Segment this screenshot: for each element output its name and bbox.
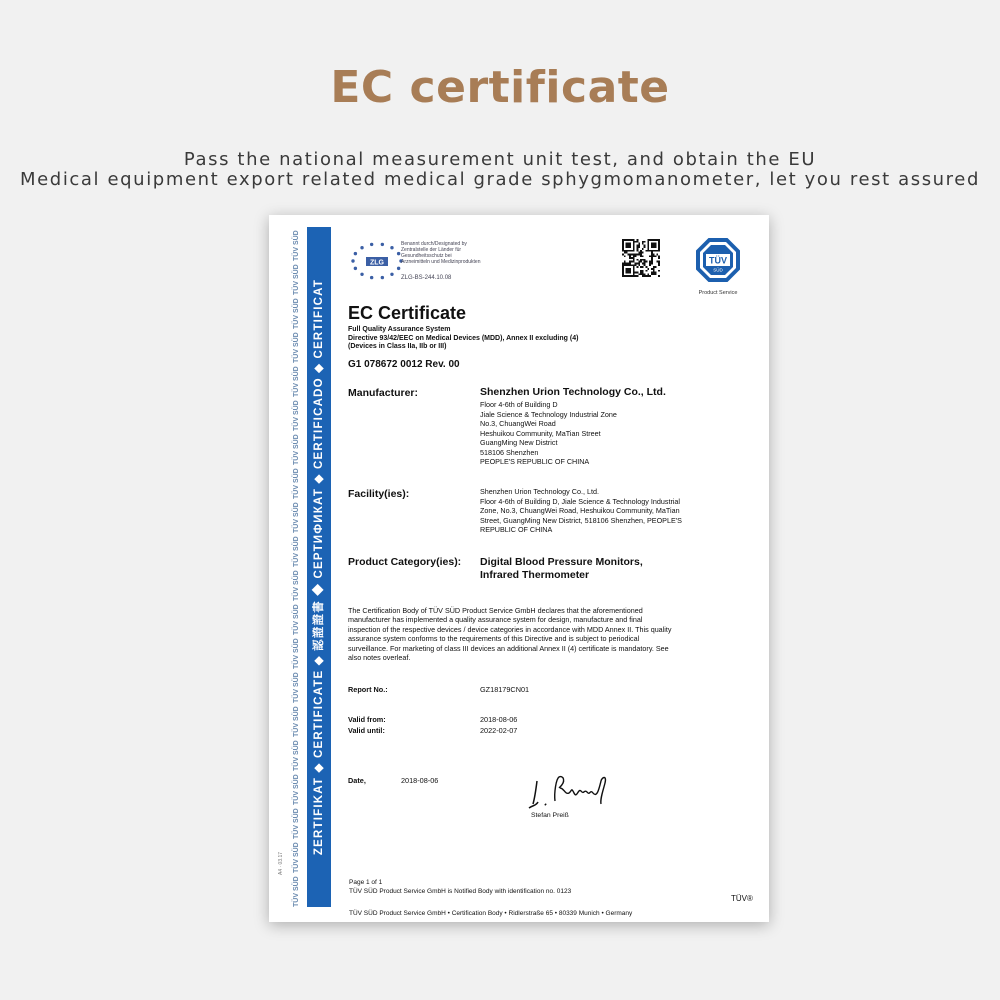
signer-name: Stefan Preiß [531,812,569,819]
hologram-mark: TÜV SÜD [293,502,300,533]
declaration-paragraph [348,606,740,662]
category-line: Infrared Thermometer [480,569,590,581]
qr-code-icon [622,239,660,277]
zlg-star [390,273,393,276]
hologram-mark: TÜV SÜD [293,536,300,567]
hologram-mark: TÜV SÜD [293,434,300,465]
zlg-star [354,252,357,255]
address-line: Heshuikou Community, MaTian Street [480,428,601,438]
hologram-mark: TÜV SÜD [293,468,300,499]
side-band-text: ZERTIFIKAT ◆ CERTIFICATE ◆ 認證證書 ◆ СЕРТИФИКАТ ◆ CERTIFICADO ◆ CERTIFICAT [313,278,325,856]
hologram-mark: TÜV SÜD [293,774,300,805]
product-category-value [480,556,643,582]
zlg-star [397,267,400,270]
zlg-star [360,246,363,249]
facility-line: Zone, No.3, ChuangWei Road, Heshuikou Community, MaTian [480,506,680,515]
declaration-line: surveillance. For marketing of class III devices an additional Annex II (4) certificate is mandatory. See [348,643,669,653]
hologram-mark: TÜV SÜD [293,366,300,397]
hologram-mark: TÜV SÜD [293,570,300,601]
certificate-subtitle [348,326,578,352]
manufacturer-label: Manufacturer: [348,387,419,399]
hologram-mark: TÜV SÜD [293,672,300,703]
facility-line: Shenzhen Urion Technology Co., Ltd. [480,487,599,496]
zlg-star [370,243,373,246]
manufacturer-name: Shenzhen Urion Technology Co., Ltd. [480,386,666,398]
declaration-line: assurance system conforms to the requirements of this Directive and is subject to periodical [348,634,640,644]
date-label: Date, [348,776,366,785]
declaration-line: The Certification Body of TÜV SÜD Product Service GmbH declares that the aforementioned [348,606,643,615]
page-indicator: Page 1 of 1 [349,879,383,886]
zlg-number: ZLG-BS-244.10.08 [401,275,452,281]
zlg-logo-icon [347,239,407,283]
manufacturer-address [480,400,617,467]
notified-body-text: TÜV SÜD Product Service GmbH is Notified Body with identification no. 0123 [349,888,572,895]
declaration-line: manufacturer has implemented a quality assurance system for design, manufacture and final [348,615,643,625]
report-value: GZ18179CN01 [480,685,530,694]
svg-text:SÜD: SÜD [713,267,723,273]
ec-certificate-document [269,215,769,922]
address-line: Floor 4-6th of Building D [480,400,558,409]
address-line: PEOPLE'S REPUBLIC OF CHINA [480,457,590,466]
hologram-strip [293,227,305,907]
zlg-star [390,246,393,249]
hologram-mark: TÜV SÜD [293,876,300,907]
address-line: No.3, ChuangWei Road [480,419,556,428]
hologram-mark: TÜV SÜD [293,638,300,669]
hologram-mark: TÜV SÜD [293,604,300,635]
subtitle-line-2: Medical equipment export related medical grade sphygmomanometer, let you rest assured [20,169,980,190]
certificate-title: EC Certificate [348,303,467,323]
svg-text:ZLG: ZLG [370,259,384,267]
zlg-star [360,273,363,276]
report-label: Report No.: [348,685,388,694]
hologram-mark: TÜV SÜD [293,808,300,839]
hologram-mark: TÜV SÜD [293,230,300,261]
declaration-line: inspection of the respective devices / device categories in accordance with MDD Annex II. This quality [348,624,672,634]
address-line: GuangMing New District [480,438,558,447]
hologram-mark: TÜV SÜD [293,332,300,363]
hologram-mark: TÜV SÜD [293,264,300,295]
subtitle-line: Directive 93/42/EEC on Medical Devices (MDD), Annex II excluding (4) [348,334,579,342]
hologram-mark: TÜV SÜD [293,400,300,431]
hologram-mark: TÜV SÜD [293,842,300,873]
product-category-label: Product Category(ies): [348,556,462,568]
zlg-star [351,259,354,262]
svg-text:TÜV: TÜV [709,255,727,266]
certificate-number: G1 078672 0012 Rev. 00 [348,359,460,370]
tuv-sud-logo-icon [695,237,741,283]
subtitle-line: (Devices in Class IIa, IIb or III) [348,343,447,350]
address-line: 518106 Shenzhen [480,447,539,457]
zlg-star [397,252,400,255]
hologram-mark: TÜV SÜD [293,298,300,329]
address-line: Jiale Science & Technology Industrial Zone [480,409,617,419]
zlg-star [381,276,384,279]
facility-line: Floor 4-6th of Building D, Jiale Science & Technology Industrial [480,496,681,506]
valid-from-label: Valid from: [348,715,386,724]
subtitle-line-1: Pass the national measurement unit test, and obtain the EU [183,149,817,170]
hologram-mark: TÜV SÜD [293,740,300,771]
declaration-line: also notes overleaf. [348,653,411,663]
valid-until-value: 2022-02-07 [480,726,518,735]
footer-address: TÜV SÜD Product Service GmbH • Certification Body • Ridlerstraße 65 • 80339 Munich • Germany [349,910,633,917]
tuv-mark: TÜV® [731,894,753,903]
zlg-star [370,276,373,279]
facility-line: REPUBLIC OF CHINA [480,525,553,534]
form-code: A4 · 03.17 [278,851,284,875]
zlg-designation-text: Benannt durch/Designated by Zentralstelle der Länder für Gesundheitsschutz bei Arzneimitteln und Medizinprodukten [401,241,481,265]
facility-label: Facility(ies): [348,488,410,500]
facility-address [480,487,682,535]
valid-from-value: 2018-08-06 [480,715,518,724]
signature-icon [527,771,623,815]
page-title: EC certificate [330,62,670,113]
valid-until-label: Valid until: [348,726,385,735]
date-value: 2018-08-06 [401,776,439,785]
category-line: Digital Blood Pressure Monitors, [480,556,643,568]
facility-line: Street, GuangMing New District, 518106 Shenzhen, PEOPLE'S [480,515,682,525]
tuv-caption: Product Service [698,290,738,296]
zlg-star [381,243,384,246]
subtitle-line: Full Quality Assurance System [348,326,451,333]
zlg-star [354,267,357,270]
hologram-mark: TÜV SÜD [293,706,300,737]
certificate-side-band [307,227,331,907]
